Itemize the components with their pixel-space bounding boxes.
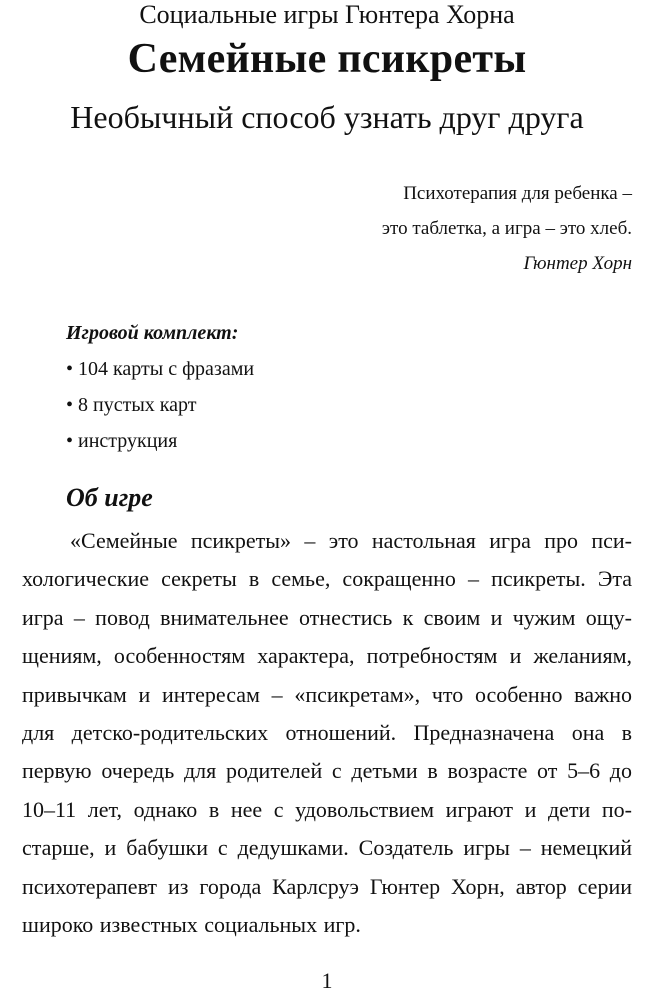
epigraph-line-2: это таблетка, а игра – это хлеб. [381, 218, 632, 239]
page-number: 1 [321, 968, 333, 993]
epigraph-author: Гюнтер Хорн [523, 253, 632, 274]
page-subtitle: Необычный способ узнать друг друга [70, 99, 584, 135]
epigraph [212, 176, 632, 281]
about-heading: Об игре [66, 483, 153, 512]
about-paragraph-text: «Семейные псикреты» – это настольная игра про психологические секреты в семье, сокращенно – псикреты. Эта игра – повод внимательнее отнестись к своим и чужим ощущениям, особенностям характера, потребностям и желаниям, привычкам и интересам – «псикретам», что особенно важно для детско-родительских отношений. Предназначена она в первую очередь для родителей с детьми в возрасте от 5–6 до 10–11 лет, однако в нее с удовольствием играют и дети постарше, и бабушки с дедушками. Создатель игры – немецкий психотерапевт из города Карлсруэ Гюнтер Хорн, автор серии широко известных социальных игр. [22, 528, 632, 938]
about-paragraph [22, 522, 632, 944]
game-kit-heading: Игровой комплект: [66, 322, 239, 344]
game-kit-list [66, 351, 626, 459]
list-item: • 104 карты с фразами [66, 351, 626, 387]
list-item: • 8 пустых карт [66, 387, 626, 423]
page-title: Семейные псикреты [127, 36, 527, 82]
epigraph-line-1: Психотерапия для ребенка – [403, 183, 632, 204]
game-kit-section [66, 315, 626, 459]
list-item: • инструкция [66, 423, 626, 459]
series-title: Социальные игры Гюнтера Хорна [139, 0, 515, 29]
